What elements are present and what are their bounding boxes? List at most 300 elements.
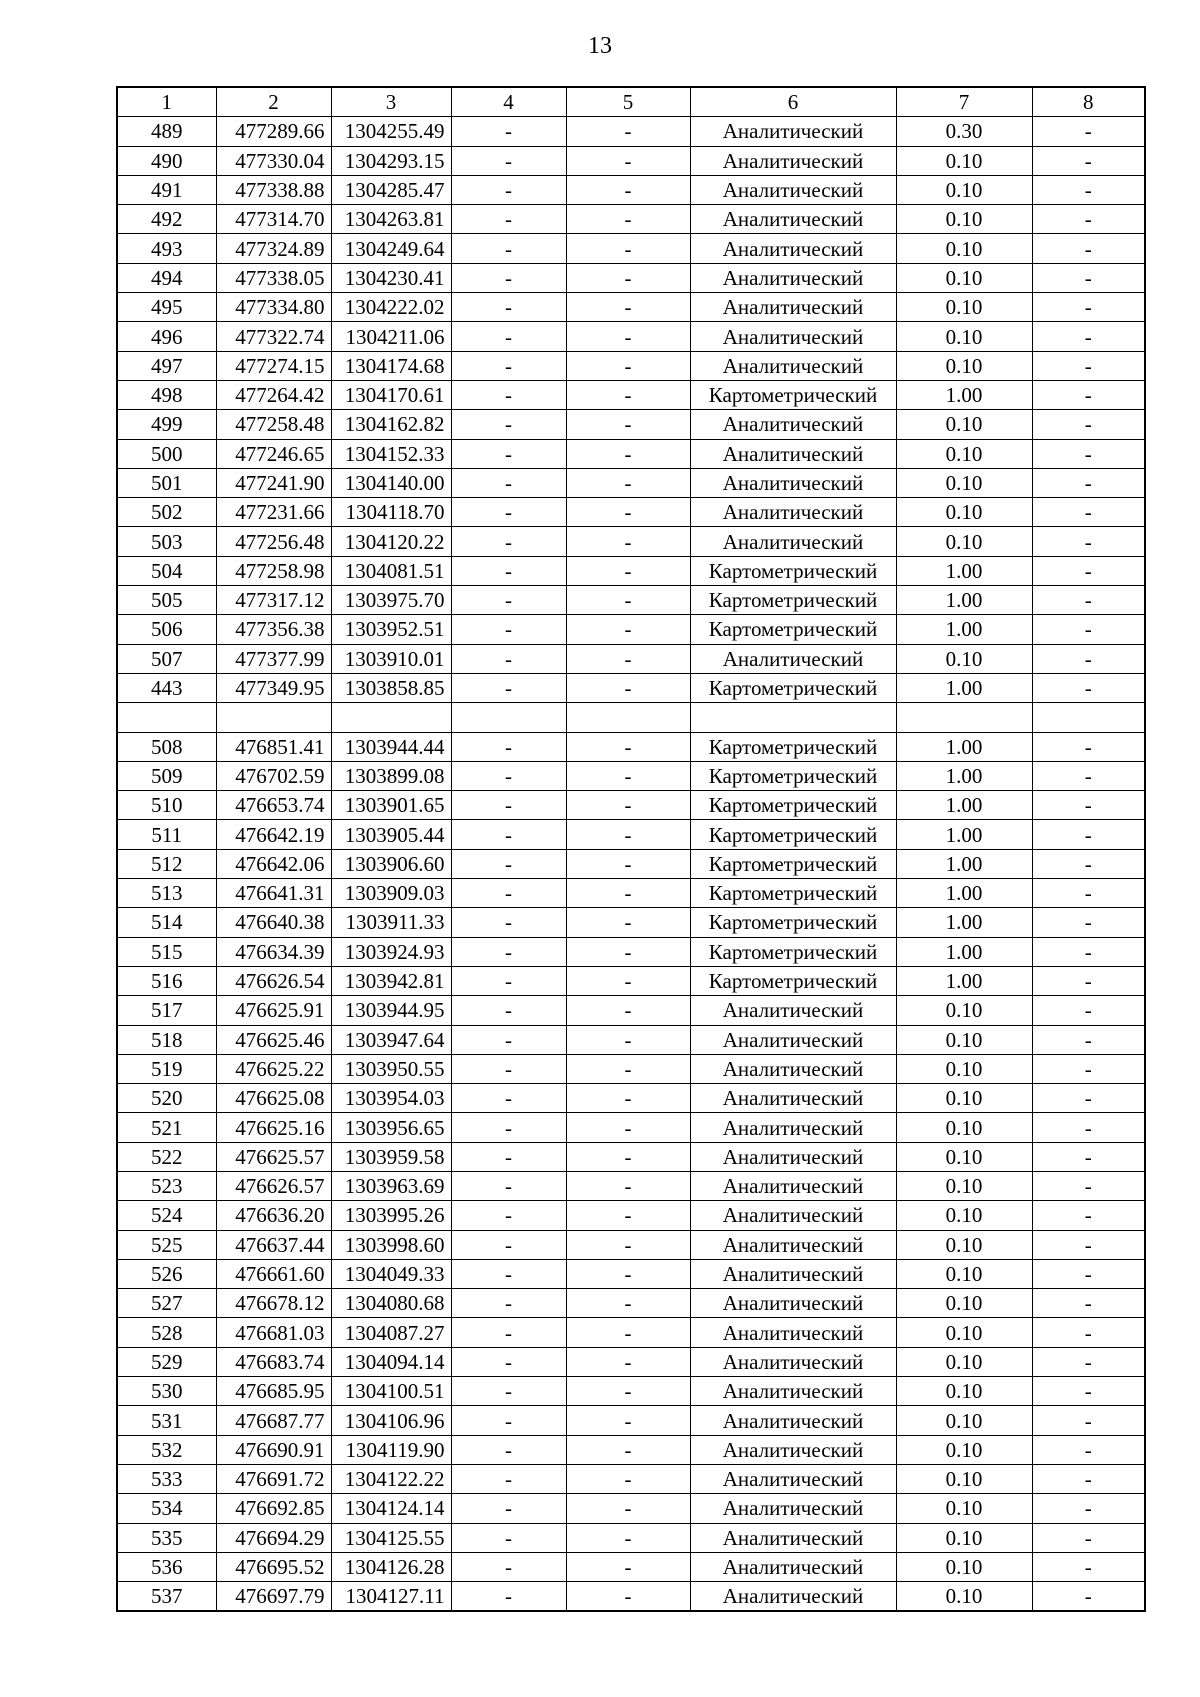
accuracy-cell: 1.00	[896, 791, 1032, 820]
method-cell: Аналитический	[690, 1259, 896, 1288]
x-coordinate-cell: 477274.15	[216, 351, 331, 380]
col4-cell: -	[451, 879, 566, 908]
method-cell: Аналитический	[690, 1318, 896, 1347]
x-coordinate-cell: 476625.16	[216, 1113, 331, 1142]
col8-cell: -	[1032, 527, 1145, 556]
y-coordinate-cell: 1303906.60	[331, 849, 451, 878]
col8-cell: -	[1032, 293, 1145, 322]
y-coordinate-cell: 1304263.81	[331, 205, 451, 234]
col4-cell: -	[451, 1201, 566, 1230]
x-coordinate-cell: 477258.98	[216, 556, 331, 585]
col4-cell: -	[451, 1171, 566, 1200]
col5-cell: -	[566, 351, 690, 380]
x-coordinate-cell: 476642.19	[216, 820, 331, 849]
col8-cell: -	[1032, 761, 1145, 790]
col8-cell: -	[1032, 1113, 1145, 1142]
table-row	[117, 146, 1145, 175]
y-coordinate-cell: 1304255.49	[331, 117, 451, 146]
col4-cell: -	[451, 351, 566, 380]
x-coordinate-cell: 477256.48	[216, 527, 331, 556]
y-coordinate-cell: 1303944.95	[331, 996, 451, 1025]
col5-cell: -	[566, 996, 690, 1025]
x-coordinate-cell: 476637.44	[216, 1230, 331, 1259]
col5-cell: -	[566, 1171, 690, 1200]
method-cell: Картометрический	[690, 586, 896, 615]
accuracy-cell: 0.10	[896, 1201, 1032, 1230]
point-number-cell: 491	[117, 175, 216, 204]
table-row	[117, 1435, 1145, 1464]
y-coordinate-cell: 1303998.60	[331, 1230, 451, 1259]
coordinates-table	[116, 86, 1146, 1612]
col5-cell: -	[566, 615, 690, 644]
table-row	[117, 1259, 1145, 1288]
x-coordinate-cell: 477334.80	[216, 293, 331, 322]
point-number-cell: 443	[117, 673, 216, 702]
column-header: 7	[896, 87, 1032, 117]
point-number-cell: 520	[117, 1084, 216, 1113]
accuracy-cell: 0.10	[896, 205, 1032, 234]
col5-cell: -	[566, 732, 690, 761]
table-row	[117, 1084, 1145, 1113]
table-row	[117, 586, 1145, 615]
accuracy-cell: 1.00	[896, 556, 1032, 585]
col5-cell: -	[566, 1406, 690, 1435]
accuracy-cell: 1.00	[896, 380, 1032, 409]
point-number-cell: 537	[117, 1582, 216, 1612]
column-header: 4	[451, 87, 566, 117]
table-row	[117, 673, 1145, 702]
method-cell: Картометрический	[690, 615, 896, 644]
table-row	[117, 351, 1145, 380]
y-coordinate-cell	[331, 703, 451, 732]
y-coordinate-cell: 1304100.51	[331, 1377, 451, 1406]
col4-cell: -	[451, 1259, 566, 1288]
point-number-cell: 502	[117, 498, 216, 527]
accuracy-cell: 1.00	[896, 615, 1032, 644]
col4-cell: -	[451, 1494, 566, 1523]
col8-cell: -	[1032, 673, 1145, 702]
col8-cell: -	[1032, 1377, 1145, 1406]
y-coordinate-cell: 1303924.93	[331, 937, 451, 966]
col4-cell: -	[451, 644, 566, 673]
accuracy-cell: 0.10	[896, 1289, 1032, 1318]
x-coordinate-cell: 476685.95	[216, 1377, 331, 1406]
point-number-cell: 507	[117, 644, 216, 673]
col4-cell: -	[451, 556, 566, 585]
x-coordinate-cell: 476634.39	[216, 937, 331, 966]
col8-cell: -	[1032, 908, 1145, 937]
accuracy-cell: 0.10	[896, 1084, 1032, 1113]
col4-cell: -	[451, 761, 566, 790]
table-row	[117, 937, 1145, 966]
col8-cell: -	[1032, 966, 1145, 995]
method-cell: Картометрический	[690, 380, 896, 409]
col8-cell: -	[1032, 146, 1145, 175]
method-cell: Аналитический	[690, 996, 896, 1025]
col4-cell: -	[451, 1552, 566, 1581]
point-number-cell: 509	[117, 761, 216, 790]
x-coordinate-cell: 476687.77	[216, 1406, 331, 1435]
accuracy-cell: 0.10	[896, 1113, 1032, 1142]
y-coordinate-cell: 1304119.90	[331, 1435, 451, 1464]
point-number-cell: 490	[117, 146, 216, 175]
x-coordinate-cell: 477356.38	[216, 615, 331, 644]
col4-cell: -	[451, 615, 566, 644]
accuracy-cell: 0.10	[896, 527, 1032, 556]
col4-cell: -	[451, 527, 566, 556]
accuracy-cell: 0.10	[896, 1259, 1032, 1288]
point-number-cell: 494	[117, 263, 216, 292]
col8-cell: -	[1032, 351, 1145, 380]
col5-cell: -	[566, 966, 690, 995]
col5-cell: -	[566, 527, 690, 556]
table-row	[117, 117, 1145, 146]
method-cell: Аналитический	[690, 175, 896, 204]
table-row	[117, 820, 1145, 849]
col5-cell: -	[566, 761, 690, 790]
point-number-cell: 512	[117, 849, 216, 878]
col5-cell	[566, 703, 690, 732]
accuracy-cell: 0.10	[896, 1435, 1032, 1464]
method-cell: Аналитический	[690, 1406, 896, 1435]
point-number-cell: 526	[117, 1259, 216, 1288]
y-coordinate-cell: 1303952.51	[331, 615, 451, 644]
table-row	[117, 644, 1145, 673]
col5-cell: -	[566, 205, 690, 234]
y-coordinate-cell: 1303954.03	[331, 1084, 451, 1113]
method-cell: Аналитический	[690, 468, 896, 497]
col4-cell: -	[451, 586, 566, 615]
point-number-cell: 516	[117, 966, 216, 995]
col5-cell: -	[566, 1435, 690, 1464]
point-number-cell: 511	[117, 820, 216, 849]
x-coordinate-cell: 477241.90	[216, 468, 331, 497]
col4-cell	[451, 703, 566, 732]
col5-cell: -	[566, 673, 690, 702]
x-coordinate-cell: 476695.52	[216, 1552, 331, 1581]
point-number-cell: 525	[117, 1230, 216, 1259]
x-coordinate-cell: 476636.20	[216, 1201, 331, 1230]
table-row	[117, 293, 1145, 322]
accuracy-cell: 0.10	[896, 439, 1032, 468]
table-row	[117, 410, 1145, 439]
col8-cell	[1032, 703, 1145, 732]
col5-cell: -	[566, 586, 690, 615]
point-number-cell: 524	[117, 1201, 216, 1230]
accuracy-cell: 1.00	[896, 586, 1032, 615]
y-coordinate-cell: 1304211.06	[331, 322, 451, 351]
x-coordinate-cell: 477231.66	[216, 498, 331, 527]
x-coordinate-cell	[216, 703, 331, 732]
y-coordinate-cell: 1304249.64	[331, 234, 451, 263]
point-number-cell: 521	[117, 1113, 216, 1142]
col8-cell: -	[1032, 586, 1145, 615]
x-coordinate-cell: 477338.88	[216, 175, 331, 204]
y-coordinate-cell: 1303995.26	[331, 1201, 451, 1230]
method-cell: Аналитический	[690, 205, 896, 234]
col5-cell: -	[566, 1054, 690, 1083]
y-coordinate-cell: 1303911.33	[331, 908, 451, 937]
method-cell: Аналитический	[690, 1025, 896, 1054]
y-coordinate-cell: 1304087.27	[331, 1318, 451, 1347]
table-row	[117, 1113, 1145, 1142]
col8-cell: -	[1032, 996, 1145, 1025]
x-coordinate-cell: 476642.06	[216, 849, 331, 878]
col5-cell: -	[566, 1347, 690, 1376]
y-coordinate-cell: 1304174.68	[331, 351, 451, 380]
method-cell: Аналитический	[690, 527, 896, 556]
y-coordinate-cell: 1304049.33	[331, 1259, 451, 1288]
col4-cell: -	[451, 1025, 566, 1054]
y-coordinate-cell: 1304125.55	[331, 1523, 451, 1552]
y-coordinate-cell: 1304162.82	[331, 410, 451, 439]
point-number-cell: 530	[117, 1377, 216, 1406]
accuracy-cell: 1.00	[896, 937, 1032, 966]
y-coordinate-cell: 1303905.44	[331, 820, 451, 849]
col8-cell: -	[1032, 791, 1145, 820]
point-number-cell: 534	[117, 1494, 216, 1523]
point-number-cell: 500	[117, 439, 216, 468]
col8-cell: -	[1032, 1406, 1145, 1435]
col5-cell: -	[566, 263, 690, 292]
table-row	[117, 527, 1145, 556]
col8-cell: -	[1032, 1084, 1145, 1113]
col8-cell: -	[1032, 556, 1145, 585]
method-cell: Картометрический	[690, 761, 896, 790]
accuracy-cell: 0.30	[896, 117, 1032, 146]
col4-cell: -	[451, 1435, 566, 1464]
point-number-cell: 499	[117, 410, 216, 439]
y-coordinate-cell: 1304126.28	[331, 1552, 451, 1581]
table-row	[117, 1582, 1145, 1612]
point-number-cell: 519	[117, 1054, 216, 1083]
col5-cell: -	[566, 1552, 690, 1581]
col8-cell: -	[1032, 732, 1145, 761]
point-number-cell: 515	[117, 937, 216, 966]
x-coordinate-cell: 476626.54	[216, 966, 331, 995]
accuracy-cell: 0.10	[896, 322, 1032, 351]
accuracy-cell: 0.10	[896, 1464, 1032, 1493]
col4-cell: -	[451, 410, 566, 439]
col5-cell: -	[566, 1025, 690, 1054]
method-cell: Аналитический	[690, 1494, 896, 1523]
y-coordinate-cell: 1303942.81	[331, 966, 451, 995]
table-row	[117, 380, 1145, 409]
y-coordinate-cell: 1304293.15	[331, 146, 451, 175]
x-coordinate-cell: 477314.70	[216, 205, 331, 234]
method-cell: Картометрический	[690, 556, 896, 585]
method-cell: Аналитический	[690, 1113, 896, 1142]
point-number-cell: 504	[117, 556, 216, 585]
col4-cell: -	[451, 293, 566, 322]
x-coordinate-cell: 476683.74	[216, 1347, 331, 1376]
col5-cell: -	[566, 1377, 690, 1406]
col4-cell: -	[451, 263, 566, 292]
accuracy-cell: 0.10	[896, 1523, 1032, 1552]
y-coordinate-cell: 1304118.70	[331, 498, 451, 527]
method-cell: Аналитический	[690, 498, 896, 527]
point-number-cell: 503	[117, 527, 216, 556]
col4-cell: -	[451, 673, 566, 702]
accuracy-cell: 0.10	[896, 146, 1032, 175]
accuracy-cell: 0.10	[896, 1318, 1032, 1347]
y-coordinate-cell: 1303909.03	[331, 879, 451, 908]
method-cell: Аналитический	[690, 1435, 896, 1464]
col4-cell: -	[451, 1347, 566, 1376]
col4-cell: -	[451, 1142, 566, 1171]
x-coordinate-cell: 477317.12	[216, 586, 331, 615]
y-coordinate-cell: 1304122.22	[331, 1464, 451, 1493]
method-cell: Картометрический	[690, 849, 896, 878]
point-number-cell: 522	[117, 1142, 216, 1171]
col4-cell: -	[451, 1318, 566, 1347]
y-coordinate-cell: 1304124.14	[331, 1494, 451, 1523]
method-cell: Картометрический	[690, 908, 896, 937]
y-coordinate-cell: 1303975.70	[331, 586, 451, 615]
method-cell: Картометрический	[690, 966, 896, 995]
y-coordinate-cell: 1304080.68	[331, 1289, 451, 1318]
col8-cell: -	[1032, 644, 1145, 673]
method-cell: Аналитический	[690, 1377, 896, 1406]
method-cell: Аналитический	[690, 117, 896, 146]
col8-cell: -	[1032, 1494, 1145, 1523]
table-row	[117, 732, 1145, 761]
y-coordinate-cell: 1303858.85	[331, 673, 451, 702]
point-number-cell: 527	[117, 1289, 216, 1318]
method-cell: Аналитический	[690, 1552, 896, 1581]
method-cell: Аналитический	[690, 1171, 896, 1200]
accuracy-cell: 1.00	[896, 820, 1032, 849]
x-coordinate-cell: 477246.65	[216, 439, 331, 468]
accuracy-cell: 0.10	[896, 1142, 1032, 1171]
col8-cell: -	[1032, 849, 1145, 878]
point-number-cell: 523	[117, 1171, 216, 1200]
table-row	[117, 996, 1145, 1025]
table-row	[117, 1289, 1145, 1318]
col4-cell: -	[451, 966, 566, 995]
col5-cell: -	[566, 234, 690, 263]
col8-cell: -	[1032, 1230, 1145, 1259]
col4-cell: -	[451, 1582, 566, 1612]
x-coordinate-cell: 476691.72	[216, 1464, 331, 1493]
accuracy-cell: 0.10	[896, 1406, 1032, 1435]
col5-cell: -	[566, 468, 690, 497]
accuracy-cell: 1.00	[896, 908, 1032, 937]
method-cell: Аналитический	[690, 1464, 896, 1493]
table-row	[117, 468, 1145, 497]
col8-cell: -	[1032, 1523, 1145, 1552]
table-row	[117, 1377, 1145, 1406]
y-coordinate-cell: 1304285.47	[331, 175, 451, 204]
table-row	[117, 556, 1145, 585]
y-coordinate-cell: 1304170.61	[331, 380, 451, 409]
point-number-cell: 517	[117, 996, 216, 1025]
col4-cell: -	[451, 791, 566, 820]
col4-cell: -	[451, 1406, 566, 1435]
col4-cell: -	[451, 1377, 566, 1406]
col8-cell: -	[1032, 1025, 1145, 1054]
col5-cell: -	[566, 439, 690, 468]
x-coordinate-cell: 477264.42	[216, 380, 331, 409]
x-coordinate-cell: 476625.22	[216, 1054, 331, 1083]
col5-cell: -	[566, 1084, 690, 1113]
point-number-cell: 513	[117, 879, 216, 908]
col5-cell: -	[566, 1142, 690, 1171]
col5-cell: -	[566, 937, 690, 966]
x-coordinate-cell: 476661.60	[216, 1259, 331, 1288]
point-number-cell: 528	[117, 1318, 216, 1347]
y-coordinate-cell: 1304106.96	[331, 1406, 451, 1435]
point-number-cell	[117, 703, 216, 732]
x-coordinate-cell: 476626.57	[216, 1171, 331, 1200]
col5-cell: -	[566, 1494, 690, 1523]
col5-cell: -	[566, 1113, 690, 1142]
accuracy-cell: 0.10	[896, 1230, 1032, 1259]
col8-cell: -	[1032, 410, 1145, 439]
col8-cell: -	[1032, 1464, 1145, 1493]
table-row	[117, 1201, 1145, 1230]
col5-cell: -	[566, 849, 690, 878]
y-coordinate-cell: 1303947.64	[331, 1025, 451, 1054]
table-row	[117, 761, 1145, 790]
point-number-cell: 497	[117, 351, 216, 380]
point-number-cell: 489	[117, 117, 216, 146]
accuracy-cell: 0.10	[896, 1171, 1032, 1200]
method-cell: Аналитический	[690, 1054, 896, 1083]
y-coordinate-cell: 1304094.14	[331, 1347, 451, 1376]
x-coordinate-cell: 476653.74	[216, 791, 331, 820]
col5-cell: -	[566, 791, 690, 820]
point-number-cell: 496	[117, 322, 216, 351]
x-coordinate-cell: 477330.04	[216, 146, 331, 175]
accuracy-cell: 0.10	[896, 1582, 1032, 1612]
method-cell: Картометрический	[690, 791, 896, 820]
method-cell: Аналитический	[690, 234, 896, 263]
x-coordinate-cell: 476697.79	[216, 1582, 331, 1612]
method-cell: Аналитический	[690, 410, 896, 439]
col8-cell: -	[1032, 1552, 1145, 1581]
x-coordinate-cell: 476641.31	[216, 879, 331, 908]
accuracy-cell: 0.10	[896, 351, 1032, 380]
method-cell: Аналитический	[690, 1289, 896, 1318]
y-coordinate-cell: 1303950.55	[331, 1054, 451, 1083]
col4-cell: -	[451, 498, 566, 527]
method-cell: Аналитический	[690, 1523, 896, 1552]
method-cell: Картометрический	[690, 820, 896, 849]
y-coordinate-cell: 1303944.44	[331, 732, 451, 761]
x-coordinate-cell: 477324.89	[216, 234, 331, 263]
y-coordinate-cell: 1303901.65	[331, 791, 451, 820]
x-coordinate-cell: 476625.91	[216, 996, 331, 1025]
col5-cell: -	[566, 410, 690, 439]
col5-cell: -	[566, 644, 690, 673]
column-header: 6	[690, 87, 896, 117]
table-row	[117, 1406, 1145, 1435]
table-row	[117, 1318, 1145, 1347]
point-number-cell: 493	[117, 234, 216, 263]
x-coordinate-cell: 476625.46	[216, 1025, 331, 1054]
table-row	[117, 234, 1145, 263]
table-row	[117, 615, 1145, 644]
col8-cell: -	[1032, 1582, 1145, 1612]
accuracy-cell: 1.00	[896, 673, 1032, 702]
method-cell	[690, 703, 896, 732]
point-number-cell: 506	[117, 615, 216, 644]
method-cell: Аналитический	[690, 1142, 896, 1171]
col4-cell: -	[451, 205, 566, 234]
accuracy-cell: 0.10	[896, 175, 1032, 204]
x-coordinate-cell: 477338.05	[216, 263, 331, 292]
